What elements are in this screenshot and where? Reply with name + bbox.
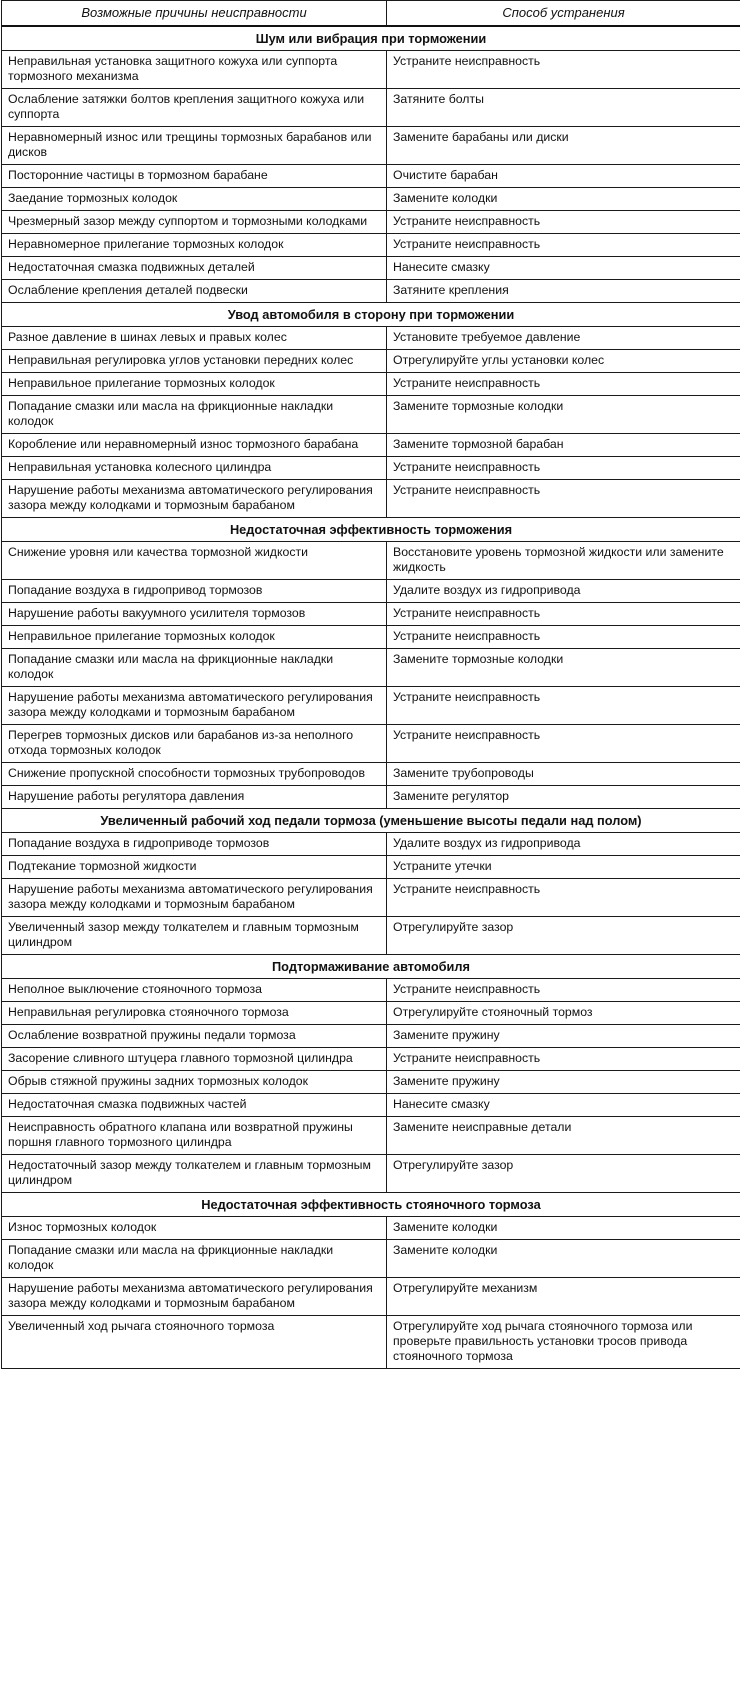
table-row [2,211,740,234]
table-row [2,457,740,480]
cause-cell: Нарушение работы вакуумного усилителя тормозов [2,603,387,626]
cause-cell: Коробление или неравномерный износ тормозного барабана [2,434,387,457]
remedy-cell: Затяните болты [387,89,740,127]
cause-cell: Нарушение работы механизма автоматического регулирования зазора между колодками и тормозным барабаном [2,687,387,725]
remedy-cell: Замените тормозные колодки [387,649,740,687]
cause-cell: Заедание тормозных колодок [2,188,387,211]
cause-cell: Увеличенный ход рычага стояночного тормоза [2,1316,387,1369]
remedy-cell: Устраните неисправность [387,626,740,649]
table-row [2,373,740,396]
cause-cell: Перегрев тормозных дисков или барабанов из-за неполного отхода тормозных колодок [2,725,387,763]
table-row [2,1048,740,1071]
table-row [2,1155,740,1193]
cause-cell: Неправильная установка колесного цилиндра [2,457,387,480]
section-title: Подтормаживание автомобиля [2,955,740,979]
table-row [2,542,740,580]
table-header [2,1,740,27]
remedy-cell: Замените колодки [387,188,740,211]
table-row [2,327,740,350]
section-header-row [2,518,740,542]
section-title: Увод автомобиля в сторону при торможении [2,303,740,327]
remedy-cell: Удалите воздух из гидропривода [387,580,740,603]
table-row [2,856,740,879]
table-row [2,879,740,917]
cause-cell: Нарушение работы механизма автоматического регулирования зазора между колодками и тормозным барабаном [2,480,387,518]
table-row [2,1071,740,1094]
table-row [2,480,740,518]
cause-cell: Нарушение работы регулятора давления [2,786,387,809]
remedy-cell: Устраните неисправность [387,51,740,89]
remedy-cell: Устраните неисправность [387,725,740,763]
cause-cell: Нарушение работы механизма автоматического регулирования зазора между колодками и тормозным барабаном [2,879,387,917]
cause-cell: Обрыв стяжной пружины задних тормозных колодок [2,1071,387,1094]
table-row [2,917,740,955]
section-title: Недостаточная эффективность стояночного тормоза [2,1193,740,1217]
table-row [2,257,740,280]
cause-cell: Снижение пропускной способности тормозных трубопроводов [2,763,387,786]
remedy-cell: Замените барабаны или диски [387,127,740,165]
table-row [2,188,740,211]
cause-cell: Увеличенный зазор между толкателем и главным тормозным цилиндром [2,917,387,955]
remedy-cell: Устраните неисправность [387,211,740,234]
table-row [2,350,740,373]
remedy-cell: Удалите воздух из гидропривода [387,833,740,856]
remedy-cell: Замените регулятор [387,786,740,809]
cause-cell: Неправильная регулировка углов установки передних колес [2,350,387,373]
cause-cell: Чрезмерный зазор между суппортом и тормозными колодками [2,211,387,234]
remedy-cell: Устраните неисправность [387,979,740,1002]
remedy-cell: Нанесите смазку [387,1094,740,1117]
remedy-cell: Устраните неисправность [387,687,740,725]
remedy-cell: Замените тормозной барабан [387,434,740,457]
cause-cell: Ослабление возвратной пружины педали тормоза [2,1025,387,1048]
table-row [2,89,740,127]
remedy-cell: Отрегулируйте ход рычага стояночного тормоза или проверьте правильность установки тросов привода стояночного тормоза [387,1316,740,1369]
table-row [2,434,740,457]
table-row [2,1316,740,1369]
remedy-cell: Отрегулируйте механизм [387,1278,740,1316]
section-header-row [2,1193,740,1217]
table-row [2,234,740,257]
section-header-row [2,303,740,327]
table-row [2,127,740,165]
table-row [2,725,740,763]
remedy-cell: Восстановите уровень тормозной жидкости или замените жидкость [387,542,740,580]
cause-cell: Неправильная регулировка стояночного тормоза [2,1002,387,1025]
table-row [2,1117,740,1155]
cause-cell: Подтекание тормозной жидкости [2,856,387,879]
remedy-cell: Отрегулируйте стояночный тормоз [387,1002,740,1025]
section-header-row [2,955,740,979]
cause-cell: Износ тормозных колодок [2,1217,387,1240]
table-row [2,396,740,434]
table-row [2,51,740,89]
remedy-cell: Отрегулируйте углы установки колес [387,350,740,373]
table-row [2,1025,740,1048]
remedy-cell: Замените колодки [387,1217,740,1240]
header-remedies: Способ устранения [387,1,740,27]
remedy-cell: Устраните неисправность [387,234,740,257]
cause-cell: Ослабление крепления деталей подвески [2,280,387,303]
remedy-cell: Установите требуемое давление [387,327,740,350]
remedy-cell: Устраните неисправность [387,1048,740,1071]
remedy-cell: Устраните неисправность [387,879,740,917]
cause-cell: Неравномерный износ или трещины тормозных барабанов или дисков [2,127,387,165]
cause-cell: Недостаточный зазор между толкателем и главным тормозным цилиндром [2,1155,387,1193]
table-row [2,687,740,725]
table-row [2,626,740,649]
table-row [2,1217,740,1240]
cause-cell: Посторонние частицы в тормозном барабане [2,165,387,188]
remedy-cell: Устраните неисправность [387,373,740,396]
remedy-cell: Замените пружину [387,1025,740,1048]
section-title: Недостаточная эффективность торможения [2,518,740,542]
table-body [2,26,740,1369]
troubleshooting-table [1,0,740,1369]
cause-cell: Разное давление в шинах левых и правых колес [2,327,387,350]
cause-cell: Попадание смазки или масла на фрикционные накладки колодок [2,1240,387,1278]
table-row [2,763,740,786]
cause-cell: Попадание воздуха в гидроприводе тормозов [2,833,387,856]
remedy-cell: Устраните неисправность [387,457,740,480]
table-row [2,1278,740,1316]
table-row [2,603,740,626]
remedy-cell: Замените колодки [387,1240,740,1278]
table-row [2,649,740,687]
table-row [2,979,740,1002]
cause-cell: Засорение сливного штуцера главного тормозной цилиндра [2,1048,387,1071]
remedy-cell: Замените неисправные детали [387,1117,740,1155]
table-row [2,280,740,303]
remedy-cell: Затяните крепления [387,280,740,303]
cause-cell: Нарушение работы механизма автоматического регулирования зазора между колодками и тормозным барабаном [2,1278,387,1316]
cause-cell: Попадание воздуха в гидропривод тормозов [2,580,387,603]
cause-cell: Неправильное прилегание тормозных колодок [2,626,387,649]
cause-cell: Неравномерное прилегание тормозных колодок [2,234,387,257]
table-row [2,786,740,809]
remedy-cell: Устраните неисправность [387,603,740,626]
header-causes: Возможные причины неисправности [2,1,387,27]
cause-cell: Недостаточная смазка подвижных частей [2,1094,387,1117]
table-row [2,833,740,856]
remedy-cell: Замените пружину [387,1071,740,1094]
table-row [2,165,740,188]
cause-cell: Неисправность обратного клапана или возвратной пружины поршня главного тормозного цилиндра [2,1117,387,1155]
remedy-cell: Устраните утечки [387,856,740,879]
cause-cell: Неполное выключение стояночного тормоза [2,979,387,1002]
table-row [2,1240,740,1278]
table-row [2,580,740,603]
remedy-cell: Отрегулируйте зазор [387,1155,740,1193]
remedy-cell: Нанесите смазку [387,257,740,280]
section-title: Увеличенный рабочий ход педали тормоза (уменьшение высоты педали над полом) [2,809,740,833]
section-title: Шум или вибрация при торможении [2,26,740,51]
remedy-cell: Замените тормозные колодки [387,396,740,434]
table-row [2,1002,740,1025]
section-header-row [2,809,740,833]
cause-cell: Ослабление затяжки болтов крепления защитного кожуха или суппорта [2,89,387,127]
cause-cell: Попадание смазки или масла на фрикционные накладки колодок [2,396,387,434]
remedy-cell: Отрегулируйте зазор [387,917,740,955]
remedy-cell: Устраните неисправность [387,480,740,518]
cause-cell: Неправильная установка защитного кожуха или суппорта тормозного механизма [2,51,387,89]
cause-cell: Недостаточная смазка подвижных деталей [2,257,387,280]
remedy-cell: Очистите барабан [387,165,740,188]
table-row [2,1094,740,1117]
cause-cell: Снижение уровня или качества тормозной жидкости [2,542,387,580]
cause-cell: Попадание смазки или масла на фрикционные накладки колодок [2,649,387,687]
remedy-cell: Замените трубопроводы [387,763,740,786]
section-header-row [2,26,740,51]
cause-cell: Неправильное прилегание тормозных колодок [2,373,387,396]
